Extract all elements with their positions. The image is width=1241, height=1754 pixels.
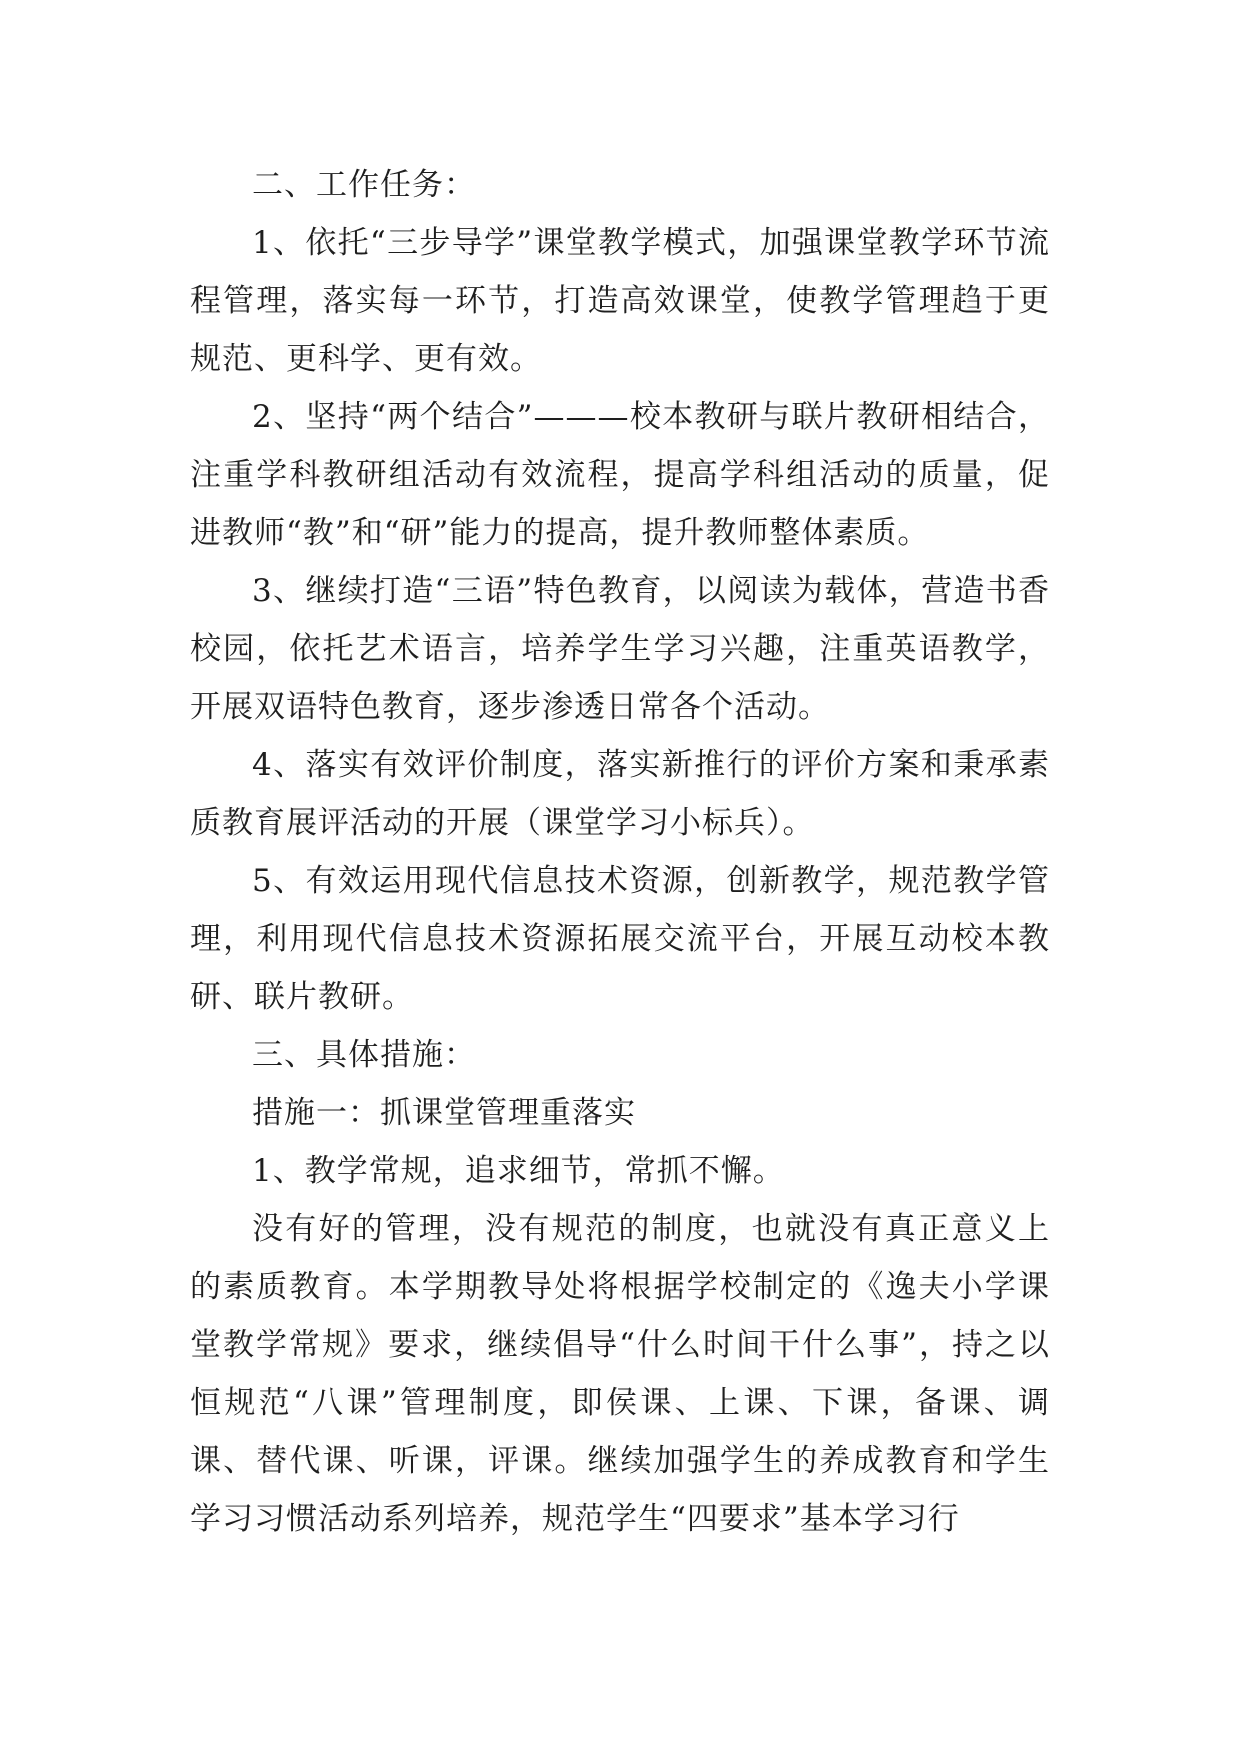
task-item-5: 5、有效运用现代信息技术资源，创新教学，规范教学管理，利用现代信息技术资源拓展交流平台，开展互动校本教研、联片教研。 xyxy=(190,863,1050,1015)
section-heading-measures: 三、具体措施： xyxy=(252,1037,476,1073)
task-item-4: 4、落实有效评价制度，落实新推行的评价方案和秉承素质教育展评活动的开展（课堂学习小标兵）。 xyxy=(190,747,1050,841)
task-item-3: 3、继续打造“三语”特色教育，以阅读为载体，营造书香校园，依托艺术语言，培养学生学习兴趣，注重英语教学，开展双语特色教育，逐步渗透日常各个活动。 xyxy=(190,573,1050,725)
task-item-1: 1、依托“三步导学”课堂教学模式，加强课堂教学环节流程管理，落实每一环节，打造高效课堂，使教学管理趋于更规范、更科学、更有效。 xyxy=(190,225,1050,377)
body-paragraph: 没有好的管理，没有规范的制度，也就没有真正意义上的素质教育。本学期教导处将根据学校制定的《逸夫小学课堂教学常规》要求，继续倡导“什么时间干什么事”，持之以恒规范“八课”管理制度，即侯课、上课、下课，备课、调课、替代课、听课，评课。继续加强学生的养成教育和学生学习习惯活动系列培养，规范学生“四要求”基本学习行 xyxy=(190,1211,1050,1537)
document-body xyxy=(190,156,1050,1548)
measure-item-1: 1、教学常规，追求细节，常抓不懈。 xyxy=(252,1153,785,1189)
measure-one-heading: 措施一：抓课堂管理重落实 xyxy=(252,1095,636,1131)
task-item-2: 2、坚持“两个结合”———校本教研与联片教研相结合，注重学科教研组活动有效流程，提高学科组活动的质量，促进教师“教”和“研”能力的提高，提升教师整体素质。 xyxy=(190,399,1050,551)
section-heading-tasks: 二、工作任务： xyxy=(252,167,476,203)
